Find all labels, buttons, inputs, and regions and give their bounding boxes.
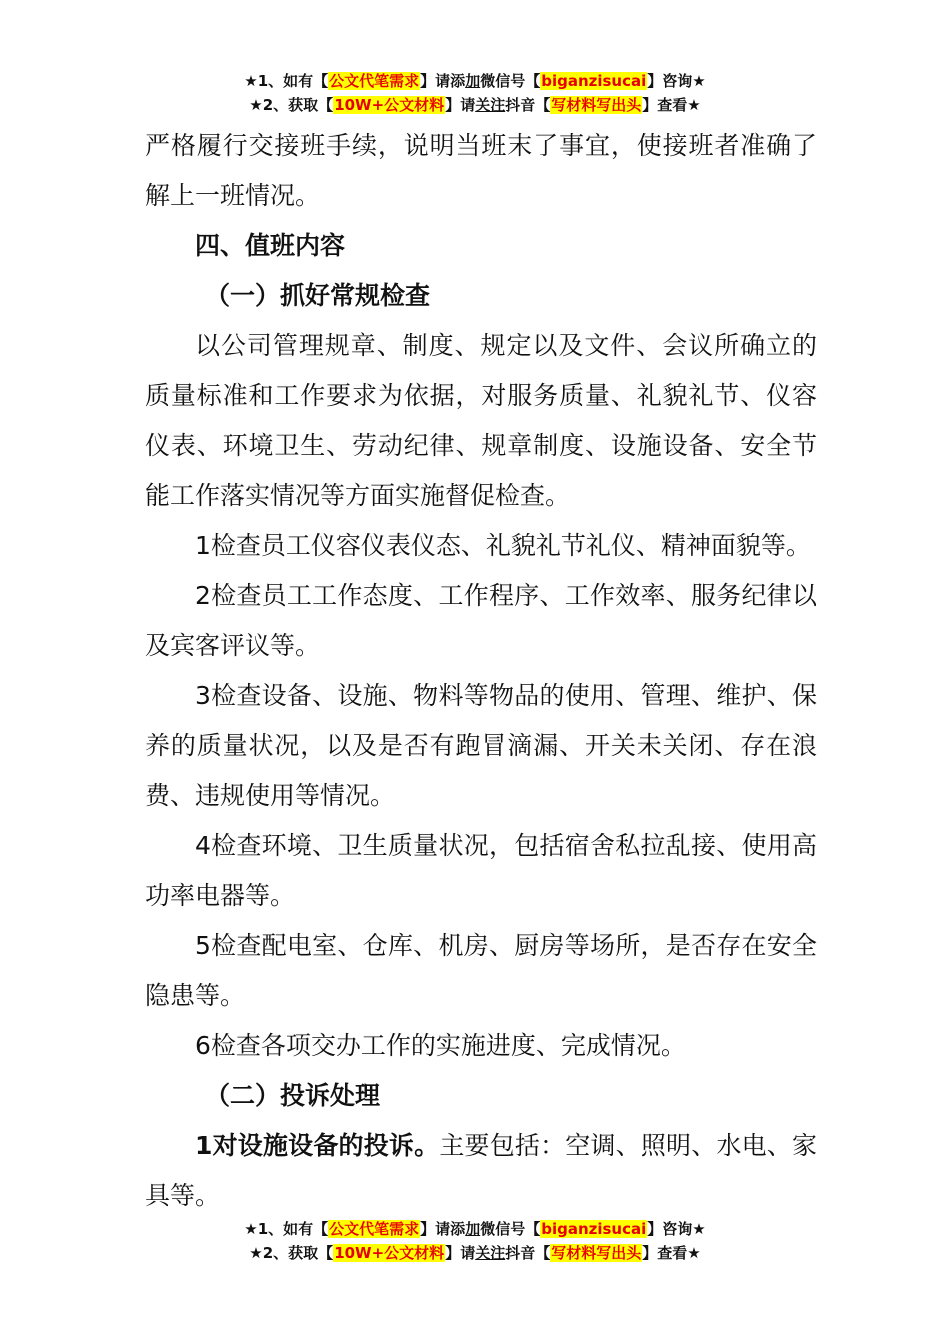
- banner-highlight: 10W+公文材料: [334, 96, 445, 114]
- banner-highlight: 写材料写出头: [551, 1244, 642, 1262]
- banner-text: ★1、如有【: [244, 72, 329, 90]
- banner-text: 】查看★: [642, 1244, 701, 1262]
- banner-text: 微信号【: [480, 1220, 541, 1238]
- banner-highlight: 公文代笔需求: [329, 1220, 420, 1238]
- banner-text: 】请: [445, 96, 476, 114]
- banner-highlight: 10W+公文材料: [334, 1244, 445, 1262]
- banner-line-2: [0, 1241, 950, 1265]
- complaint-item-text: 主要包括：空调、照明、水电、家具等。: [145, 1131, 817, 1210]
- list-item-4: 4检查环境、卫生质量状况，包括宿舍私拉乱接、使用高功率电器等。: [145, 831, 817, 910]
- banner-underlined-text: 加: [465, 1220, 481, 1238]
- banner-text: 抖音【: [505, 96, 551, 114]
- banner-text: 】咨询★: [647, 1220, 706, 1238]
- banner-text: ★1、如有【: [244, 1220, 329, 1238]
- footer-banner: [0, 1217, 950, 1265]
- banner-text: ★2、获取【: [249, 1244, 334, 1262]
- banner-highlight: biganzisucai: [541, 72, 647, 90]
- document-body: [145, 121, 817, 1221]
- banner-underlined-text: 关注: [475, 96, 506, 114]
- paragraph-intro: 以公司管理规章、制度、规定以及文件、会议所确立的质量标准和工作要求为依据，对服务质量、礼貌礼节、仪容仪表、环境卫生、劳动纪律、规章制度、设施设备、安全节能工作落实情况等方面实施督促检查。: [145, 331, 817, 510]
- banner-line-1: [0, 69, 950, 93]
- list-item-6: 6检查各项交办工作的实施进度、完成情况。: [195, 1031, 686, 1060]
- banner-text: 抖音【: [505, 1244, 551, 1262]
- subsection-heading-1: （一）抓好常规检查: [205, 281, 431, 310]
- banner-line-2: [0, 93, 950, 117]
- banner-text: 】咨询★: [647, 72, 706, 90]
- banner-text: 微信号【: [480, 72, 541, 90]
- banner-highlight: biganzisucai: [541, 1220, 647, 1238]
- banner-text: 】查看★: [642, 96, 701, 114]
- header-banner: [0, 69, 950, 117]
- banner-underlined-text: 加: [465, 72, 481, 90]
- complaint-item-title: 1对设施设备的投诉。: [195, 1131, 440, 1160]
- banner-underlined-text: 关注: [475, 1244, 506, 1262]
- banner-text: 】请添: [420, 1220, 466, 1238]
- banner-text: ★2、获取【: [249, 96, 334, 114]
- list-item-1: 1检查员工仪容仪表仪态、礼貌礼节礼仪、精神面貌等。: [195, 531, 811, 560]
- banner-highlight: 写材料写出头: [551, 96, 642, 114]
- banner-line-1: [0, 1217, 950, 1241]
- subsection-heading-2: （二）投诉处理: [205, 1081, 381, 1110]
- banner-text: 】请添: [420, 72, 466, 90]
- section-heading-4: 四、值班内容: [195, 231, 346, 260]
- complaint-item-1: [145, 1121, 817, 1221]
- list-item-3: 3检查设备、设施、物料等物品的使用、管理、维护、保养的质量状况，以及是否有跑冒滴漏、开关未关闭、存在浪费、违规使用等情况。: [145, 681, 817, 810]
- banner-text: 】请: [445, 1244, 476, 1262]
- list-item-5: 5检查配电室、仓库、机房、厨房等场所，是否存在安全隐患等。: [145, 931, 817, 1010]
- banner-highlight: 公文代笔需求: [329, 72, 420, 90]
- list-item-2: 2检查员工工作态度、工作程序、工作效率、服务纪律以及宾客评议等。: [145, 581, 817, 660]
- paragraph-continuation: 严格履行交接班手续，说明当班末了事宜，使接班者准确了解上一班情况。: [145, 131, 817, 210]
